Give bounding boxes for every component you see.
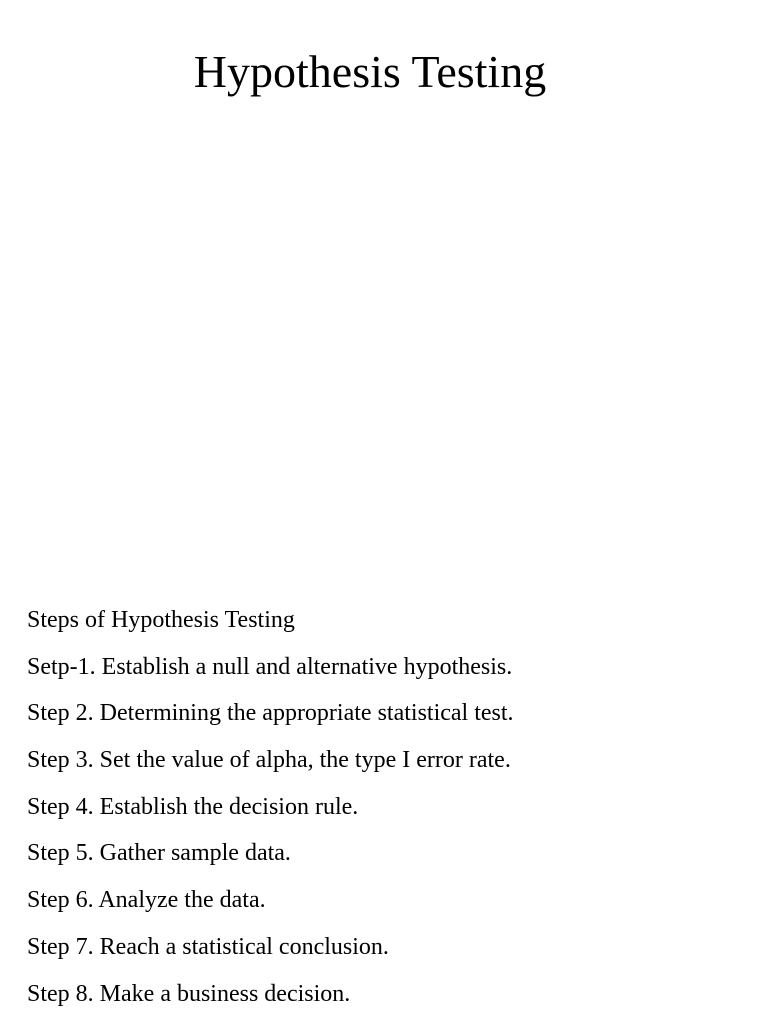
step-item-7: Step 7. Reach a statistical conclusion. [27,933,389,960]
step-item-4: Step 4. Establish the decision rule. [27,793,359,820]
step-item-5: Step 5. Gather sample data. [27,840,291,867]
step-item-1: Setp-1. Establish a null and alternative hypothesis. [27,653,513,680]
step-item-8: Step 8. Make a business decision. [27,980,351,1007]
steps-heading: Steps of Hypothesis Testing [27,607,295,633]
step-item-3: Step 3. Set the value of alpha, the type I error rate. [27,747,511,774]
slide-title: Hypothesis Testing [193,46,547,97]
steps-list [27,606,747,1026]
step-item-2: Step 2. Determining the appropriate statistical test. [27,700,514,727]
step-item-6: Step 6. Analyze the data. [27,887,266,914]
